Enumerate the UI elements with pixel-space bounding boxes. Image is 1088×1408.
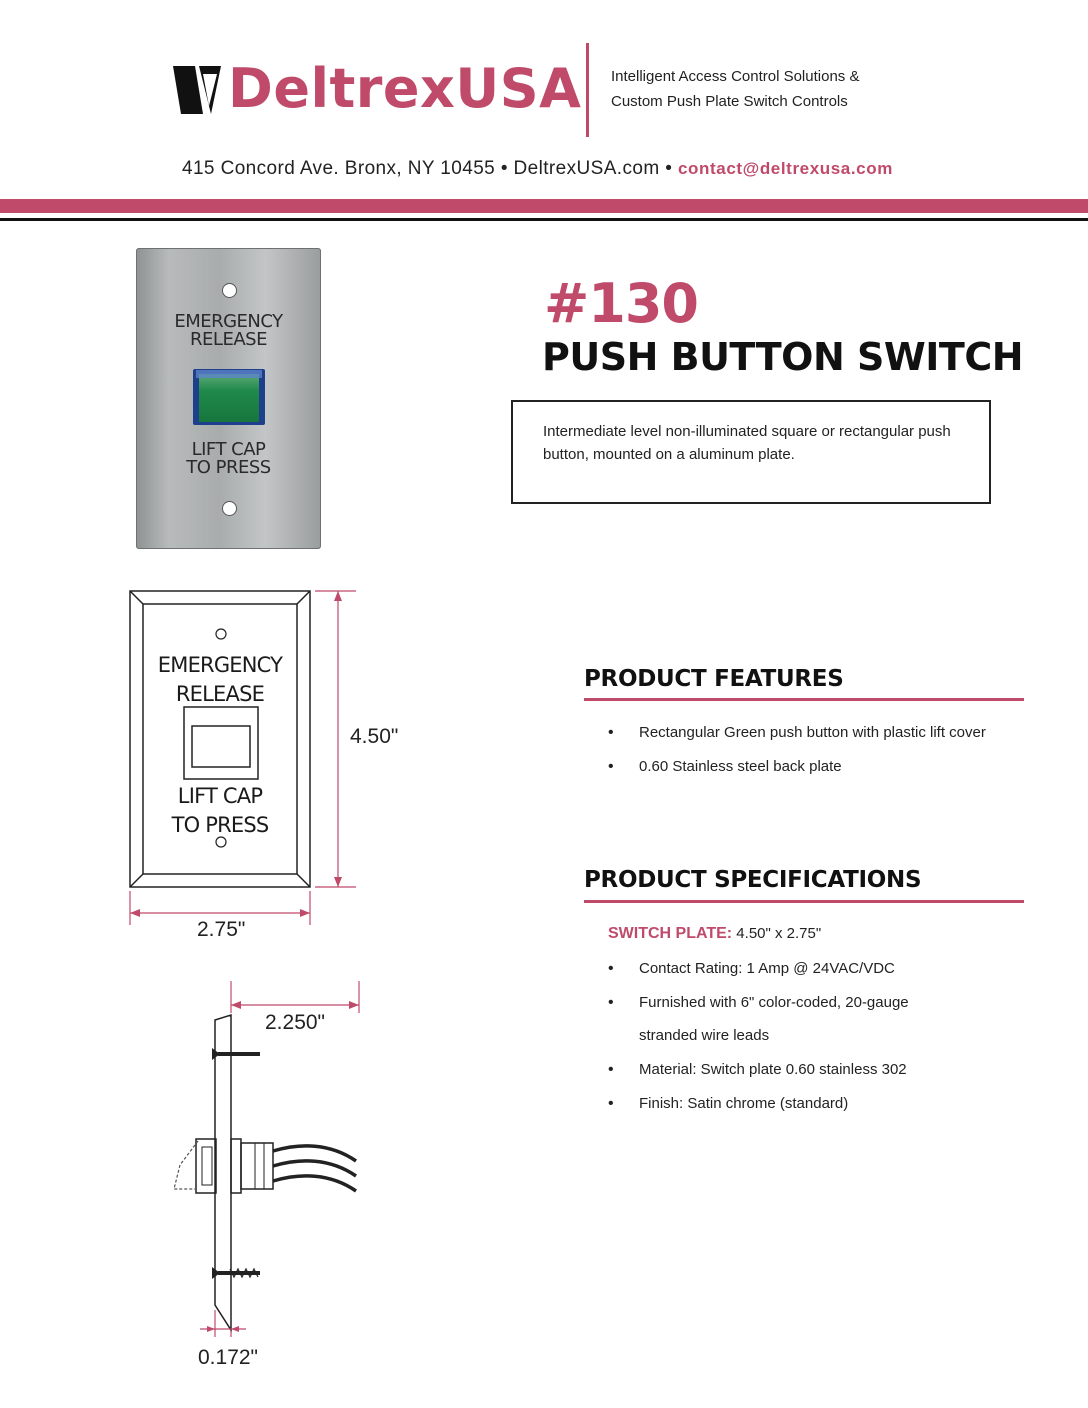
deltrex-logo-icon	[173, 66, 223, 114]
drawing-label-top	[150, 651, 290, 709]
photo-label-top-line-2: RELEASE	[190, 329, 267, 350]
specifications-heading: PRODUCT SPECIFICATIONS	[584, 867, 922, 893]
header-band-pink	[0, 199, 1088, 213]
header-divider	[586, 43, 589, 137]
bullet-icon: •	[608, 1095, 614, 1112]
photo-screw-hole-bottom	[222, 501, 237, 516]
photo-screw-hole-top	[222, 283, 237, 298]
switch-plate-spec	[608, 925, 821, 943]
bullet-icon: •	[608, 960, 614, 977]
tagline-line-2: Custom Push Plate Switch Controls	[611, 93, 848, 110]
front-view-drawing	[120, 585, 370, 945]
header-band-black	[0, 218, 1088, 221]
thickness-dimension-label: 0.172"	[198, 1346, 259, 1369]
bullet-icon: •	[608, 994, 614, 1011]
height-dimension-label: 4.50"	[350, 725, 399, 748]
bullet-icon: •	[608, 758, 614, 775]
drawing-label-bottom-line-2: TO PRESS	[171, 813, 269, 837]
drawing-label-top-line-1: EMERGENCY	[157, 653, 283, 677]
product-title: PUSH BUTTON SWITCH	[542, 335, 1024, 379]
bullet-icon: •	[608, 1061, 614, 1078]
email-link[interactable]: contact@deltrexusa.com	[677, 159, 893, 178]
specifications-rule	[584, 900, 1024, 903]
model-number: #130	[544, 272, 698, 335]
features-rule	[584, 698, 1024, 701]
product-description: Intermediate level non-illuminated square or rectangular push button, mounted on a aluminum plate.	[543, 423, 951, 463]
depth-dimension-label: 2.250"	[265, 1011, 326, 1034]
photo-label-bottom	[136, 441, 321, 477]
contact-line	[182, 158, 893, 180]
photo-green-push-button	[199, 374, 259, 422]
switch-plate-value: 4.50" x 2.75"	[732, 925, 822, 942]
drawing-label-top-line-2: RELEASE	[175, 682, 265, 706]
photo-label-bottom-line-2: TO PRESS	[186, 457, 271, 478]
photo-label-top	[136, 313, 321, 349]
photo-label-top-line-1: EMERGENCY	[174, 311, 283, 332]
tagline-line-1: Intelligent Access Control Solutions &	[611, 68, 860, 85]
bullet-icon: •	[608, 724, 614, 741]
features-heading: PRODUCT FEATURES	[584, 666, 844, 692]
address-text: 415 Concord Ave. Bronx, NY 10455 • DeltrexUSA.com •	[182, 158, 678, 179]
brand-tagline	[611, 64, 859, 114]
features-list: • Rectangular Green push button with plastic lift cover • 0.60 Stainless steel back plate	[608, 724, 986, 775]
width-dimension-label: 2.75"	[197, 918, 246, 941]
drawing-label-bottom	[150, 782, 290, 840]
photo-label-bottom-line-1: LIFT CAP	[191, 439, 266, 460]
photo-lift-cover	[196, 370, 262, 378]
specifications-list: • Contact Rating: 1 Amp @ 24VAC/VDC • Furnished with 6" color-coded, 20-gauge stranded wire leads • Material: Switch plate 0.60 stainless 302 • Finish: Satin chrome (standard)	[608, 960, 909, 1112]
brand-logo-text: DeltrexUSA	[228, 57, 582, 120]
switch-plate-key: SWITCH PLATE:	[608, 925, 733, 942]
drawing-label-bottom-line-1: LIFT CAP	[177, 784, 263, 808]
